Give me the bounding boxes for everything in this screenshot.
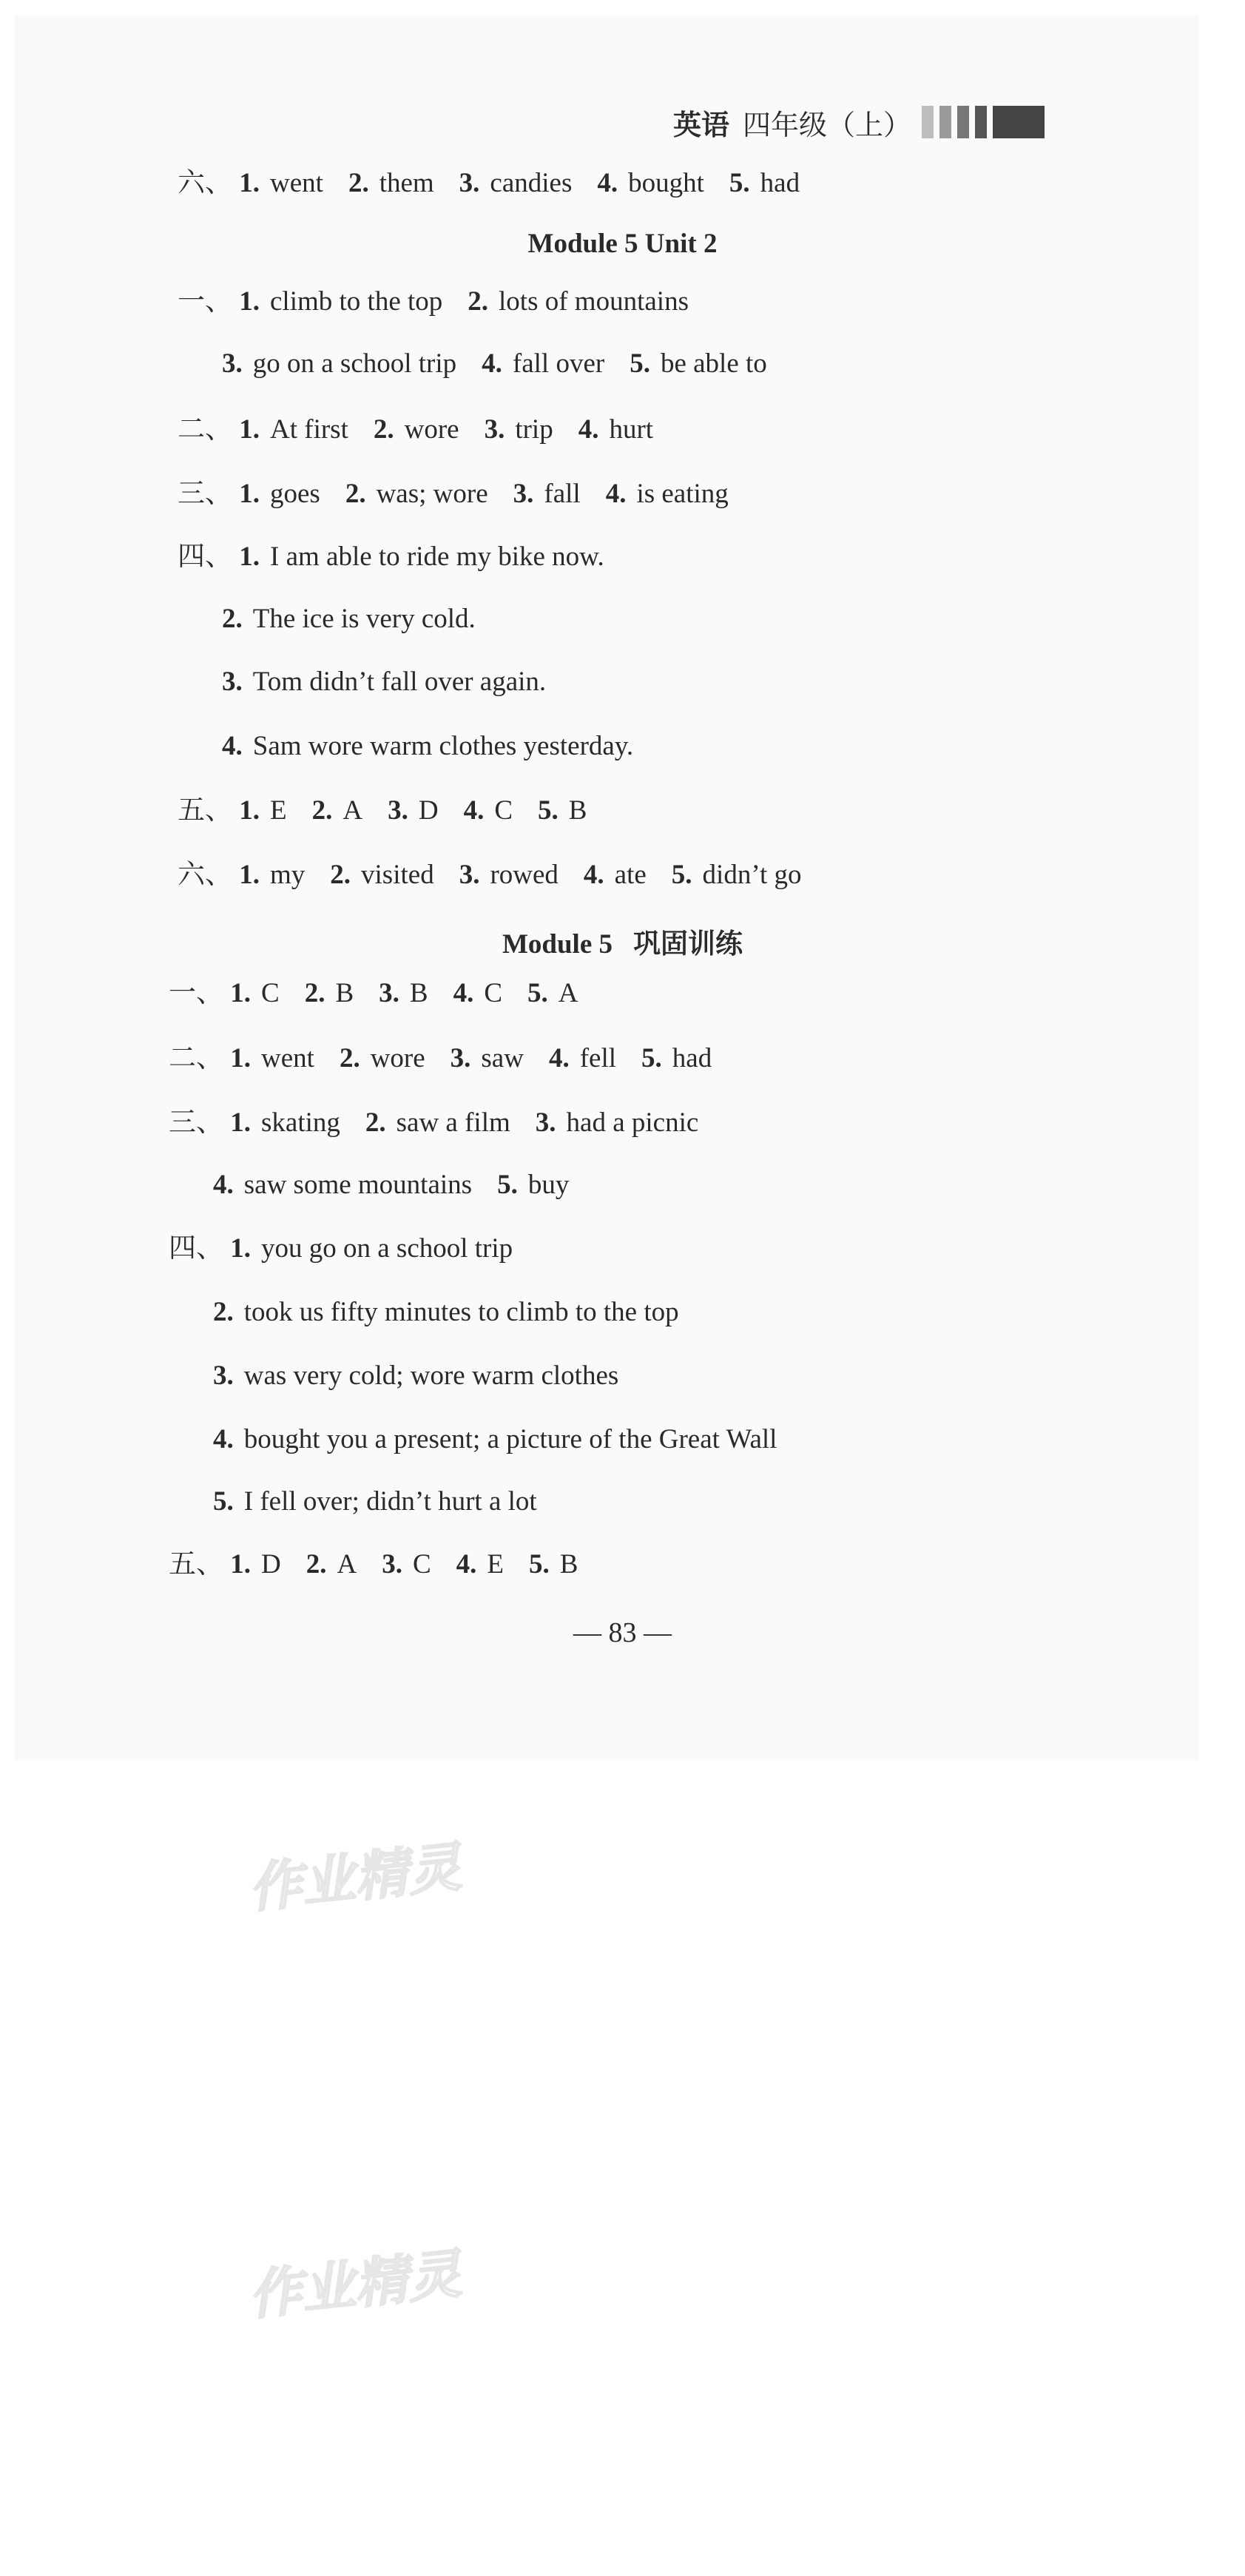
answer-item [345,479,488,509]
item-answer: I fell over; didn’t hurt a lot [243,1486,537,1517]
section-title-review [0,921,1245,961]
answer-list [239,286,689,317]
item-answer: A [337,1549,357,1579]
answer-item [456,1549,504,1579]
answer-item [305,978,354,1008]
item-number: 4. [482,348,502,379]
item-answer: took us fifty minutes to climb to the top [243,1297,679,1327]
answer-item [365,1107,510,1138]
item-number: 4. [453,978,474,1008]
item-number: 2. [311,795,333,826]
item-answer: B [559,1549,578,1579]
answer-item [536,1107,699,1138]
answer-item [578,414,653,445]
item-number: 2. [222,604,243,634]
answer-item [485,414,553,445]
item-number: 2. [306,1549,327,1579]
answer-item [459,860,559,890]
item-answer: A [558,978,578,1008]
item-answer: be able to [660,348,767,379]
answer-row-rv-1 [169,977,578,1010]
item-number: 4. [605,479,627,509]
answer-row-u2-1a [178,285,689,318]
answer-row-u2-2 [178,413,653,446]
item-number: 5. [630,348,650,379]
section-title-cn: 巩固训练 [633,928,743,960]
exercise-number: 六、 [178,858,232,890]
answer-item [239,414,348,445]
item-answer: fall over [512,348,605,379]
item-answer: fall [544,479,581,509]
answer-row-u2-4-4 [222,730,633,763]
item-answer: my [270,860,306,890]
answer-list [230,1043,712,1073]
answer-row-rv-4-2 [213,1296,679,1329]
answer-list [230,1107,698,1138]
item-answer: D [261,1549,281,1579]
answer-item [468,286,689,317]
item-number: 3. [459,168,480,198]
item-answer: you go on a school trip [261,1233,513,1264]
item-number: 4. [213,1424,234,1454]
item-answer: trip [515,414,553,445]
answer-item [213,1486,537,1517]
answer-item [672,860,802,890]
item-number: 4. [463,795,485,826]
item-answer: saw some mountains [243,1170,473,1200]
exercise-number: 五、 [169,1548,223,1579]
answer-item [382,1549,431,1579]
answer-item [213,1170,472,1200]
item-answer: had [672,1043,712,1073]
answer-list [230,978,578,1008]
answer-item [453,978,502,1008]
answer-item [529,1549,578,1579]
item-number: 3. [513,479,534,509]
exercise-number: 一、 [178,285,232,317]
item-number: 3. [222,667,243,697]
answer-list [239,168,800,198]
answer-item [213,1361,618,1391]
answer-item [213,1297,679,1327]
item-answer: climb to the top [270,286,443,317]
item-number: 2. [304,978,325,1008]
item-answer: C [484,978,502,1008]
item-answer: go on a school trip [252,348,457,379]
answer-item [340,1043,425,1073]
answer-row-u2-4-2 [222,603,476,635]
answer-item [538,795,587,826]
answer-item [306,1549,357,1579]
answer-row-u2-1b [222,348,767,380]
item-answer: didn’t go [702,860,802,890]
answer-item [222,348,456,379]
answer-list [239,479,729,509]
item-answer: went [270,168,323,198]
item-number: 5. [527,978,548,1008]
item-number: 2. [468,286,489,317]
answer-item [213,1424,777,1454]
item-number: 3. [450,1043,471,1073]
answer-row-u2-4-1 [178,540,604,573]
watermark-logo: 作业精灵 [246,2242,465,2327]
item-number: 5. [538,795,559,826]
answer-list [239,860,801,890]
exercise-number: 一、 [169,977,223,1008]
answer-list [213,1170,569,1200]
answer-item [630,348,767,379]
exercise-number: 五、 [178,794,232,826]
item-answer: them [379,168,434,198]
item-number: 3. [459,860,480,890]
item-answer: C [412,1549,431,1579]
answer-item [239,168,323,198]
item-number: 2. [365,1107,386,1138]
answer-row-u2-5 [178,794,587,827]
answer-item [606,479,729,509]
item-answer: Sam wore warm clothes yesterday. [252,731,634,761]
answer-item [239,795,286,826]
answer-row-rv-4-4 [213,1423,777,1456]
answer-row-u2-4-3 [222,666,546,698]
item-number: 5. [529,1549,550,1579]
answer-list [230,1233,513,1264]
answer-row-rv-4-1 [169,1232,513,1265]
answer-item [230,1233,513,1264]
answer-list [239,414,653,445]
item-number: 3. [388,795,408,826]
page-number: — 83 — [573,1617,672,1648]
answer-list [239,795,587,826]
item-answer: The ice is very cold. [252,604,476,634]
item-answer: D [418,795,439,826]
answer-item [312,795,362,826]
item-answer: saw [481,1043,524,1073]
item-number: 1. [239,414,260,445]
answer-row-rv-4-3 [213,1360,618,1392]
item-number: 4. [222,731,243,761]
answer-row-u2-6 [178,858,802,891]
item-answer: goes [270,479,320,509]
item-number: 1. [239,860,260,890]
item-number: 1. [239,542,260,572]
item-answer: is eating [636,479,729,509]
answer-item [348,168,434,198]
answer-item [230,1107,340,1138]
item-answer: C [494,795,513,826]
item-number: 5. [497,1170,518,1200]
item-answer: was very cold; wore warm clothes [243,1361,619,1391]
answer-item [239,479,320,509]
header-grade: 四年级（上） [743,108,912,141]
answer-item [482,348,604,379]
item-number: 3. [535,1107,556,1138]
answer-item [513,479,581,509]
answer-row-rv-4-5 [213,1486,537,1518]
answer-item [239,286,442,317]
answer-list [239,542,604,572]
item-answer: buy [527,1170,570,1200]
item-answer: skating [261,1107,340,1138]
answer-item [239,860,305,890]
item-answer: At first [270,414,348,445]
item-answer: went [261,1043,314,1073]
item-answer: rowed [490,860,559,890]
item-answer: candies [490,168,573,198]
header-decoration [922,106,1045,138]
answer-item [379,978,428,1008]
item-answer: wore [370,1043,425,1073]
item-number: 3. [379,978,399,1008]
answer-item [230,978,279,1008]
item-number: 1. [230,978,251,1008]
answer-item [729,168,800,198]
item-answer: A [343,795,363,826]
item-answer: bought you a present; a picture of the Great Wall [243,1424,777,1454]
answer-item [527,978,578,1008]
exercise-number: 四、 [178,540,232,572]
answer-item [230,1549,280,1579]
answer-item [464,795,513,826]
answer-item [497,1170,569,1200]
exercise-number: 六、 [178,166,232,198]
item-number: 5. [213,1486,234,1517]
exercise-number: 三、 [169,1106,223,1138]
answer-item [549,1043,616,1073]
item-number: 1. [239,286,260,317]
answer-item [230,1043,314,1073]
item-number: 3. [382,1549,402,1579]
answer-item [584,860,647,890]
item-number: 4. [578,414,599,445]
item-number: 5. [641,1043,662,1073]
item-number: 1. [239,479,260,509]
item-number: 1. [239,168,260,198]
item-answer: had [760,168,800,198]
answer-item [388,795,438,826]
item-number: 4. [456,1549,477,1579]
answer-item [222,604,476,634]
item-answer: saw a film [396,1107,510,1138]
exercise-number: 四、 [169,1232,223,1264]
item-answer: Tom didn’t fall over again. [252,667,547,697]
item-answer: was; wore [376,479,488,509]
answer-item [222,667,546,697]
answer-item [451,1043,524,1073]
item-number: 1. [230,1043,251,1073]
answer-row-rv-3b [213,1169,569,1201]
item-number: 2. [373,414,394,445]
item-number: 1. [230,1107,251,1138]
answer-item [597,168,704,198]
item-number: 2. [330,860,351,890]
item-number: 1. [230,1549,251,1579]
answer-list [222,348,767,379]
header-subject: 英语 [673,108,730,141]
item-answer: lots of mountains [499,286,689,317]
item-number: 2. [345,479,366,509]
answer-list [230,1549,578,1579]
item-answer: E [270,795,287,826]
item-answer: E [487,1549,505,1579]
item-answer: bought [628,168,704,198]
answer-item [330,860,433,890]
section-title-en: Module 5 [502,929,613,960]
item-number: 4. [213,1170,234,1200]
exercise-number: 二、 [178,413,232,445]
item-answer: ate [614,860,647,890]
item-number: 1. [230,1233,251,1264]
item-answer: C [261,978,280,1008]
answer-item [222,731,633,761]
answer-item [641,1043,712,1073]
item-number: 5. [671,860,692,890]
item-answer: wore [404,414,459,445]
item-number: 4. [583,860,604,890]
answer-item [459,168,573,198]
item-answer: visited [361,860,434,890]
item-number: 4. [597,168,618,198]
answer-row-rv-3a [169,1106,698,1139]
item-answer: fell [579,1043,617,1073]
answer-row-rv-5 [169,1548,578,1581]
item-number: 3. [484,414,505,445]
item-number: 3. [222,348,243,379]
section-title-unit2: Module 5 Unit 2 [527,229,718,259]
item-answer: B [409,978,428,1008]
item-number: 1. [239,795,260,826]
exercise-number: 二、 [169,1042,223,1073]
answer-row-u2-3 [178,477,729,510]
item-number: 4. [548,1043,570,1073]
item-answer: B [335,978,354,1008]
item-answer: I am able to ride my bike now. [270,542,604,572]
answer-item [374,414,459,445]
item-answer: hurt [609,414,654,445]
item-answer: B [568,795,587,826]
item-number: 5. [729,168,750,198]
item-number: 3. [213,1361,234,1391]
item-number: 2. [213,1297,234,1327]
item-answer: had a picnic [566,1107,699,1138]
item-number: 2. [339,1043,360,1073]
exercise-number: 三、 [178,477,232,509]
page-header [673,100,1045,144]
answer-item [239,542,604,572]
answer-row-rv-2 [169,1042,712,1075]
answer-row-prev-6 [178,166,800,200]
item-number: 2. [348,168,369,198]
watermark-logo: 作业精灵 [246,1835,465,1920]
